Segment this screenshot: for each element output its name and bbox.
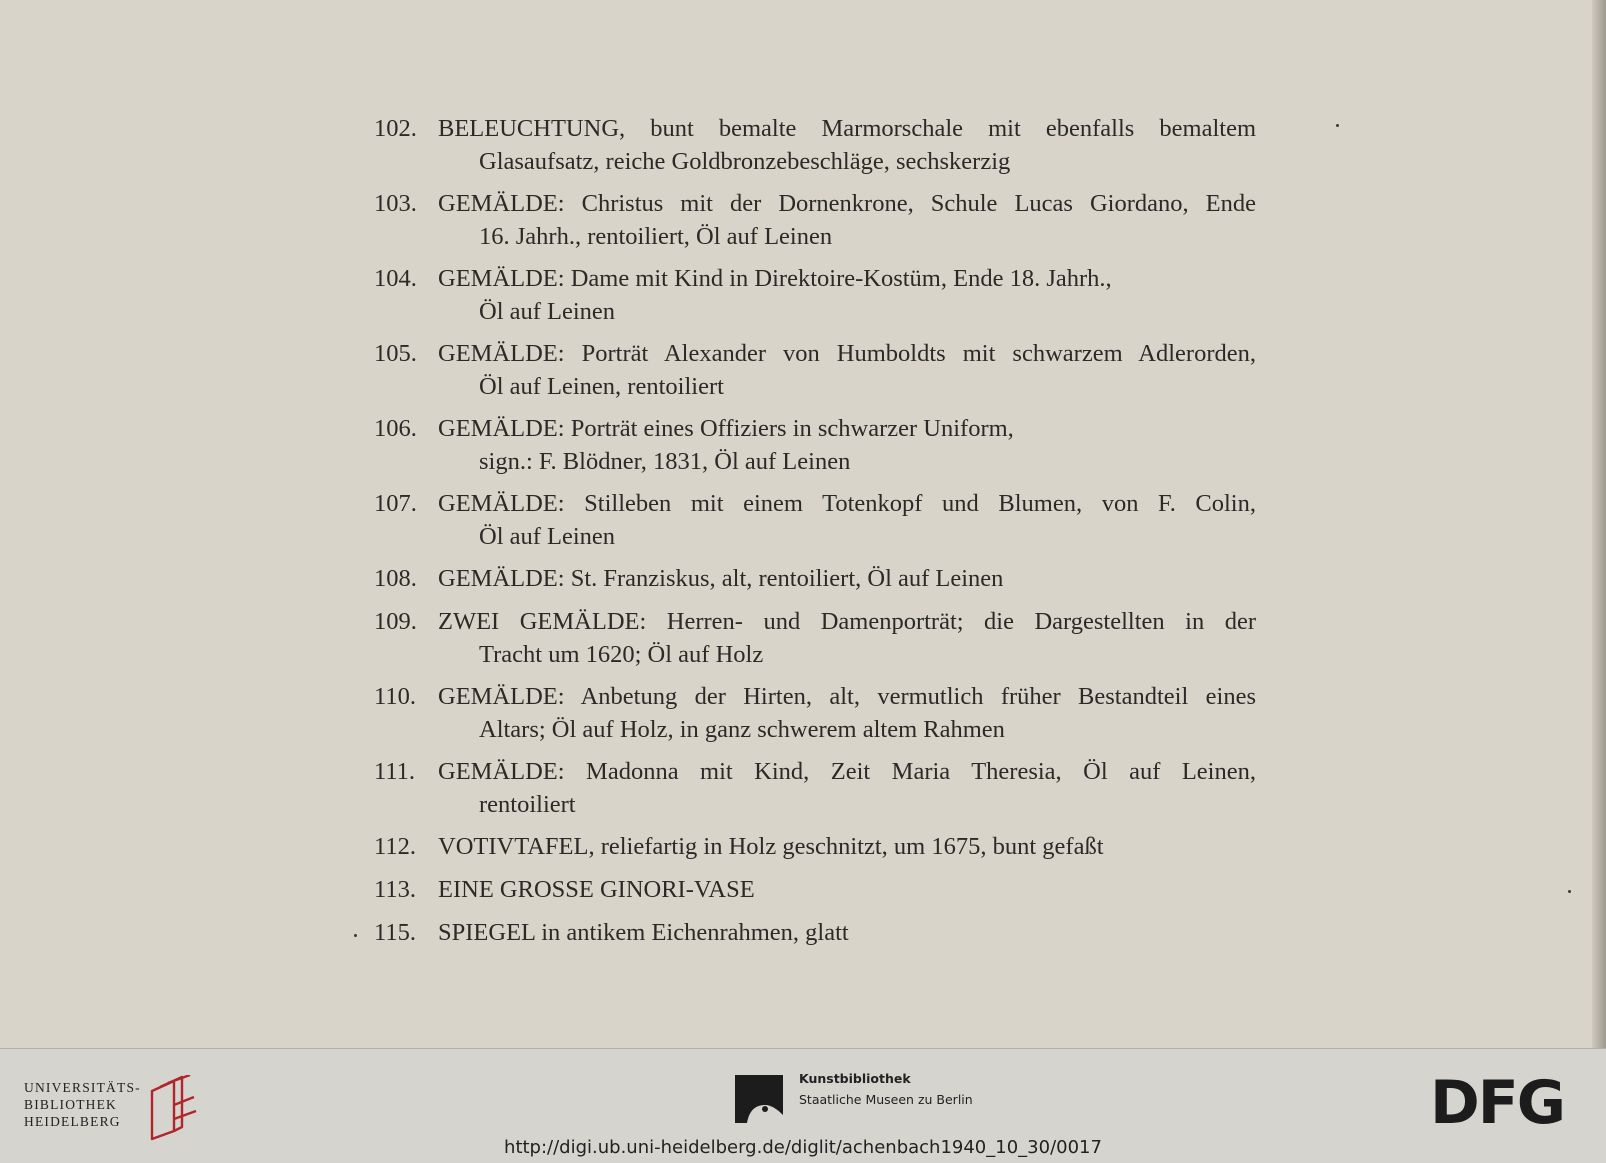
ub-line-1: UNIVERSITÄTS- xyxy=(24,1080,141,1095)
entry-number: 115. xyxy=(374,919,416,946)
catalog-list xyxy=(374,112,1256,959)
entry-continuation: Öl auf Leinen xyxy=(479,523,616,550)
entry-continuation: Öl auf Leinen, rentoiliert xyxy=(479,373,724,400)
entry-number: 108. xyxy=(374,565,417,592)
dfg-logo[interactable] xyxy=(1430,1077,1582,1129)
ub-books-icon xyxy=(146,1075,198,1141)
entry-text: GEMÄLDE: Dame mit Kind in Direktoire-Kostüm, Ende 18. Jahrh., xyxy=(438,265,1112,292)
entry-number: 106. xyxy=(374,415,417,442)
paper-speck xyxy=(1568,890,1571,893)
entry-text: SPIEGEL in antikem Eichenrahmen, glatt xyxy=(438,919,849,946)
permalink-url[interactable]: http://digi.ub.uni-heidelberg.de/diglit/achenbach1940_10_30/0017 xyxy=(504,1137,1102,1158)
kunstbibliothek-logo[interactable] xyxy=(735,1071,1005,1127)
paper-speck xyxy=(354,934,357,937)
catalog-entry xyxy=(374,487,1256,553)
entry-text: GEMÄLDE: Anbetung der Hirten, alt, vermutlich früher Bestandteil eines xyxy=(438,683,1256,710)
entry-text: ZWEI GEMÄLDE: Herren- und Damenporträt; die Dargestellten in der xyxy=(438,608,1256,635)
ub-line-3: HEIDELBERG xyxy=(24,1114,121,1129)
page-edge-shadow xyxy=(1592,0,1606,1048)
catalog-entry xyxy=(374,830,1256,863)
entry-number: 107. xyxy=(374,490,417,517)
viewer-footer xyxy=(0,1048,1606,1163)
entry-continuation: rentoiliert xyxy=(479,791,576,818)
catalog-entry xyxy=(374,755,1256,821)
entry-number: 112. xyxy=(374,833,416,860)
entry-text: GEMÄLDE: St. Franziskus, alt, rentoiliert, Öl auf Leinen xyxy=(438,565,1004,592)
kunstbibliothek-emblem-icon xyxy=(735,1075,783,1123)
ub-heidelberg-wordmark xyxy=(24,1079,141,1130)
catalog-entry xyxy=(374,680,1256,746)
catalog-entry xyxy=(374,112,1256,178)
ub-heidelberg-logo[interactable] xyxy=(24,1079,204,1139)
entry-continuation: Öl auf Leinen xyxy=(479,298,616,325)
catalog-entry xyxy=(374,337,1256,403)
entry-text: BELEUCHTUNG, bunt bemalte Marmorschale mit ebenfalls bemaltem xyxy=(438,115,1256,142)
entry-continuation: 16. Jahrh., rentoiliert, Öl auf Leinen xyxy=(479,223,833,250)
entry-number: 111. xyxy=(374,758,416,785)
dfg-wordmark: DFG xyxy=(1430,1077,1565,1129)
entry-continuation: Altars; Öl auf Holz, in ganz schwerem altem Rahmen xyxy=(479,716,1005,743)
entry-continuation: sign.: F. Blödner, 1831, Öl auf Leinen xyxy=(479,448,851,475)
entry-number: 102. xyxy=(374,115,417,142)
entry-text: GEMÄLDE: Stilleben mit einem Totenkopf und Blumen, von F. Colin, xyxy=(438,490,1256,517)
ub-line-2: BIBLIOTHEK xyxy=(24,1097,117,1112)
entry-text: GEMÄLDE: Madonna mit Kind, Zeit Maria Theresia, Öl auf Leinen, xyxy=(438,758,1256,785)
catalog-entry xyxy=(374,562,1256,595)
entry-number: 105. xyxy=(374,340,417,367)
entry-number: 109. xyxy=(374,608,417,635)
entry-text: EINE GROSSE GINORI-VASE xyxy=(438,876,755,903)
catalog-entry xyxy=(374,187,1256,253)
catalog-entry xyxy=(374,262,1256,328)
kunstbibliothek-name: Kunstbibliothek xyxy=(799,1071,911,1086)
entry-number: 110. xyxy=(374,683,416,710)
catalog-entry xyxy=(374,916,1256,949)
entry-number: 103. xyxy=(374,190,417,217)
entry-number: 113. xyxy=(374,876,416,903)
kunstbibliothek-subtitle: Staatliche Museen zu Berlin xyxy=(799,1092,973,1107)
catalog-entry xyxy=(374,873,1256,906)
entry-continuation: Tracht um 1620; Öl auf Holz xyxy=(479,641,764,668)
entry-text: GEMÄLDE: Christus mit der Dornenkrone, Schule Lucas Giordano, Ende xyxy=(438,190,1256,217)
catalog-entry xyxy=(374,412,1256,478)
entry-text: GEMÄLDE: Porträt eines Offiziers in schwarzer Uniform, xyxy=(438,415,1014,442)
entry-text: GEMÄLDE: Porträt Alexander von Humboldts mit schwarzem Adlerorden, xyxy=(438,340,1256,367)
catalog-entry xyxy=(374,605,1256,671)
paper-speck xyxy=(1336,124,1339,127)
entry-continuation: Glasaufsatz, reiche Goldbronzebeschläge, sechskerzig xyxy=(479,148,1011,175)
entry-number: 104. xyxy=(374,265,417,292)
entry-text: VOTIVTAFEL, reliefartig in Holz geschnitzt, um 1675, bunt gefaßt xyxy=(438,833,1104,860)
